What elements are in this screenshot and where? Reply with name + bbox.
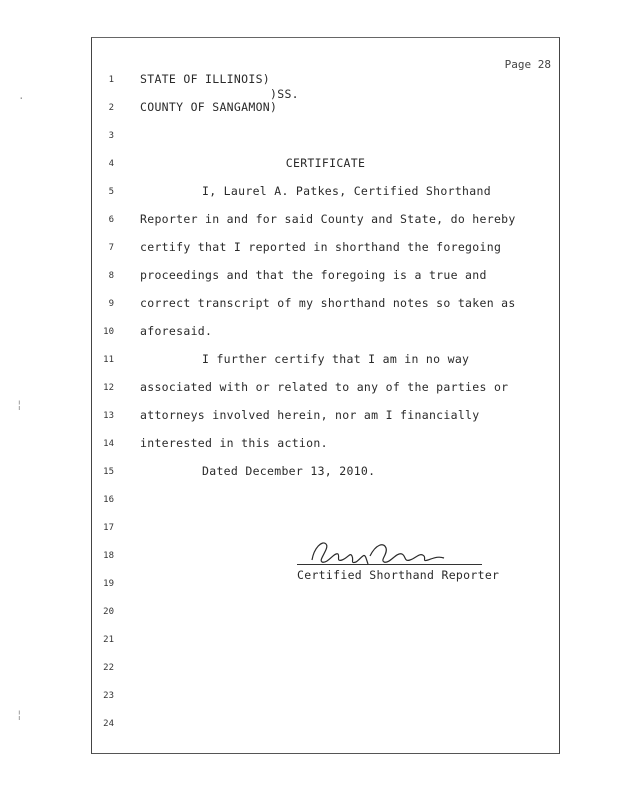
- line-number: 18: [103, 551, 114, 561]
- line-number: 13: [103, 411, 114, 421]
- line-number: 24: [103, 719, 114, 729]
- line-number: 22: [103, 663, 114, 673]
- transcript-line: Reporter in and for said County and State, do hereby: [140, 212, 516, 226]
- transcript-line: proceedings and that the foregoing is a true and: [140, 268, 487, 282]
- ss-mark: )SS.: [270, 87, 299, 101]
- line-number: 8: [108, 271, 114, 281]
- transcript-line: I, Laurel A. Patkes, Certified Shorthand: [202, 184, 491, 198]
- transcript-line: correct transcript of my shorthand notes so taken as: [140, 296, 516, 310]
- line-number: 20: [103, 607, 114, 617]
- scan-mark: ¦: [16, 398, 23, 411]
- transcript-line: I further certify that I am in no way: [202, 352, 470, 366]
- scan-mark: ·: [18, 92, 25, 105]
- line-number: 11: [103, 355, 114, 365]
- dated-line: Dated December 13, 2010.: [202, 464, 376, 478]
- line-number: 16: [103, 495, 114, 505]
- line-number: 21: [103, 635, 114, 645]
- line-number: 9: [108, 299, 114, 309]
- transcript-page: [91, 37, 560, 754]
- line-number: 23: [103, 691, 114, 701]
- transcript-line: certify that I reported in shorthand the foregoing: [140, 240, 502, 254]
- scan-mark: ¦: [16, 708, 23, 721]
- line-number: 10: [103, 327, 114, 337]
- reporter-title: Certified Shorthand Reporter: [297, 568, 500, 582]
- transcript-line: interested in this action.: [140, 436, 328, 450]
- line-number: 6: [108, 215, 114, 225]
- line-number: 15: [103, 467, 114, 477]
- line-number: 7: [108, 243, 114, 253]
- line-number: 14: [103, 439, 114, 449]
- line-number: 12: [103, 383, 114, 393]
- transcript-line: attorneys involved herein, nor am I financially: [140, 408, 480, 422]
- state-line: STATE OF ILLINOIS): [140, 72, 271, 86]
- line-number: 4: [108, 159, 114, 169]
- page-number: Page 28: [504, 58, 551, 71]
- transcript-line: aforesaid.: [140, 324, 213, 338]
- line-number: 1: [108, 75, 114, 85]
- line-number: 19: [103, 579, 114, 589]
- county-line: COUNTY OF SANGAMON): [140, 100, 278, 114]
- signature-line: [297, 564, 482, 565]
- transcript-line: associated with or related to any of the parties or: [140, 380, 509, 394]
- line-number: 3: [108, 131, 114, 141]
- certificate-title: CERTIFICATE: [285, 156, 366, 170]
- line-number: 2: [108, 103, 114, 113]
- line-number: 5: [108, 187, 114, 197]
- line-number: 17: [103, 523, 114, 533]
